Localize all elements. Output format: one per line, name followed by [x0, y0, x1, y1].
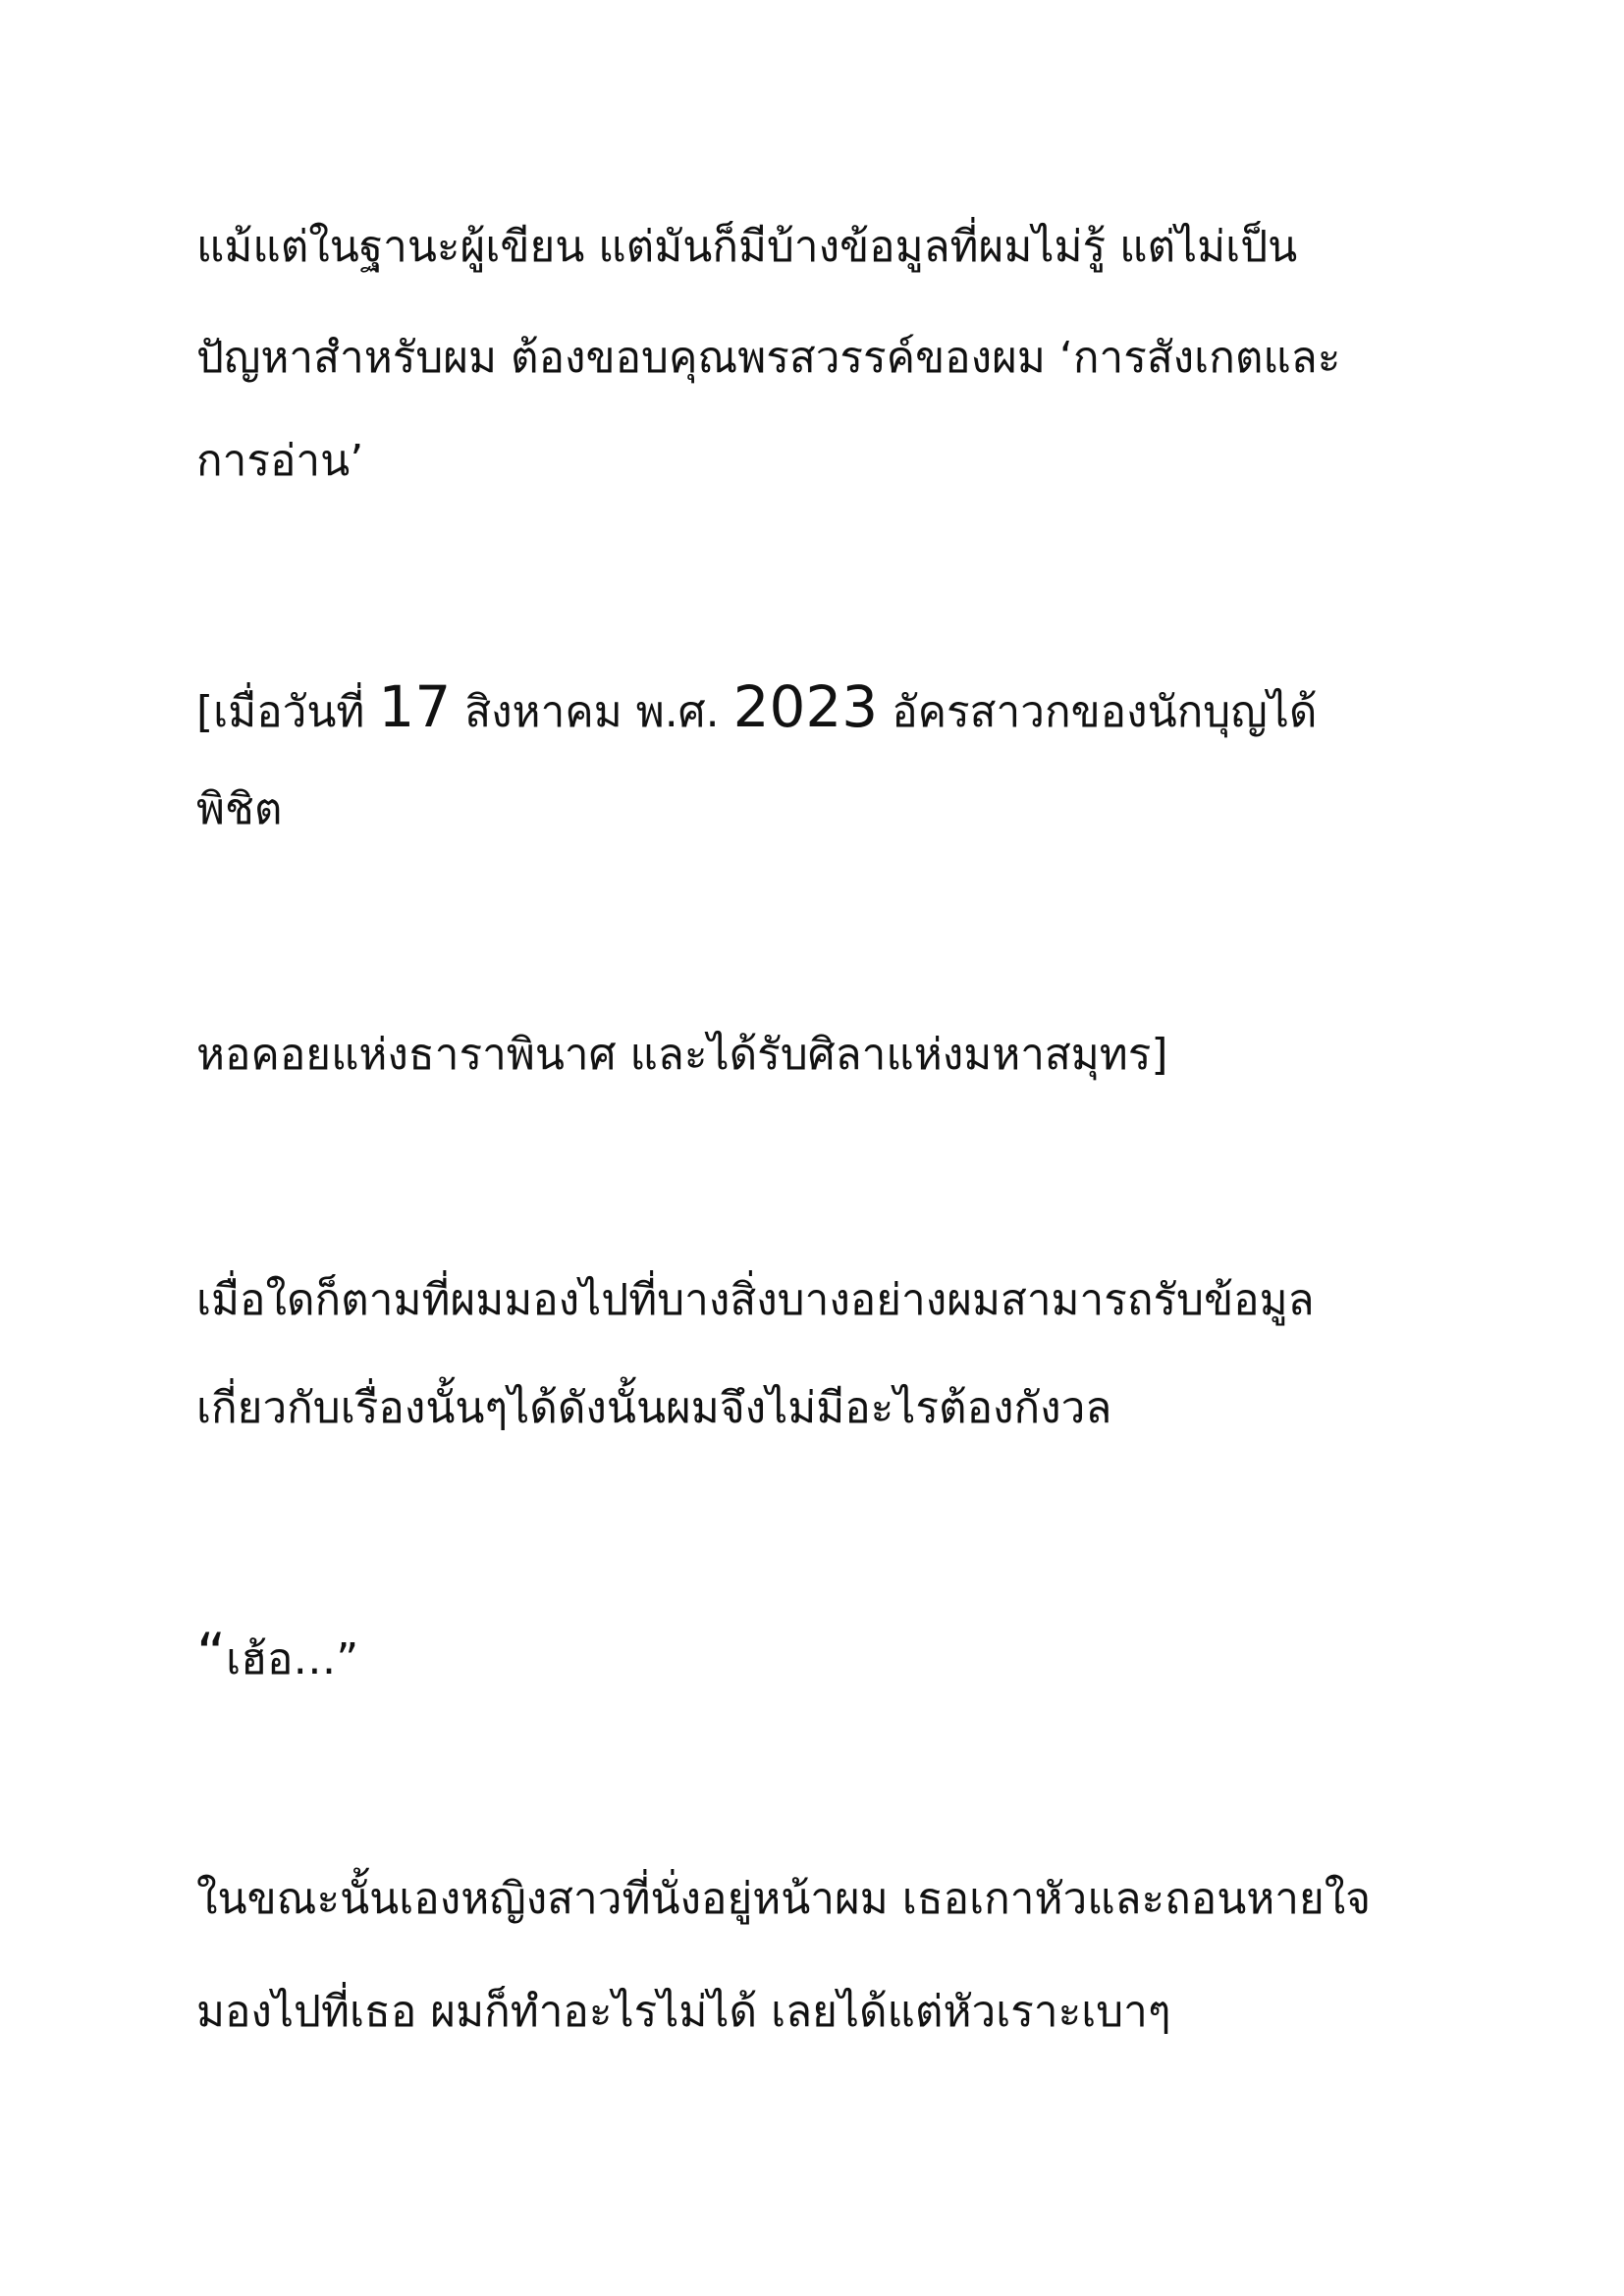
paragraph-3-line-1: หอคอยแห่งธาราพินาศ และได้รับศิลาแห่งมหาสมุทร]	[196, 1030, 1168, 1080]
paragraph-1-line-3: การอ่าน’	[196, 436, 364, 486]
paragraph-5-text: เฮ้อ…”	[226, 1634, 359, 1684]
paragraph-2-middle: สิงหาคม พ.ศ.	[451, 687, 733, 737]
paragraph-4-line-1: เมื่อใดก็ตามที่ผมมองไปที่บางสิ่งบางอย่างผมสามารถรับข้อมูล	[196, 1275, 1315, 1325]
paragraph-2-suffix: อัครสาวกของนักบุญได้	[878, 687, 1318, 737]
paragraph-2-day: 17	[378, 673, 452, 740]
paragraph-6-line-1: ในขณะนั้นเองหญิงสาวที่นั่งอยู่หน้าผม เธอเกาหัวและถอนหายใจ	[196, 1874, 1372, 1924]
paragraph-2-year: 2023	[732, 673, 879, 740]
paragraph-1-line-1: แม้แต่ในฐานะผู้เขียน แต่มันก็มีบ้างข้อมูลที่ผมไม่รู้ แต่ไม่เป็น	[196, 222, 1298, 272]
paragraph-6-line-2: มองไปที่เธอ ผมก็ทำอะไรไม่ได้ เลยได้แต่หัวเราะเบาๆ	[196, 1987, 1171, 2037]
open-quote: “	[196, 1621, 227, 1687]
paragraph-4-line-2: เกี่ยวกับเรื่องนั้นๆได้ดังนั้นผมจึงไม่มีอะไรต้องกังวล	[196, 1383, 1112, 1433]
paragraph-5-line-1	[196, 1621, 1473, 1689]
paragraph-2-line-1	[196, 673, 1473, 742]
paragraph-1-line-2: ปัญหาสำหรับผม ต้องขอบคุณพรสวรรค์ของผม ‘การสังเกตและ	[196, 333, 1341, 383]
paragraph-2-prefix: [เมื่อวันที่	[196, 687, 379, 737]
paragraph-2-line-2: พิชิต	[196, 784, 283, 834]
